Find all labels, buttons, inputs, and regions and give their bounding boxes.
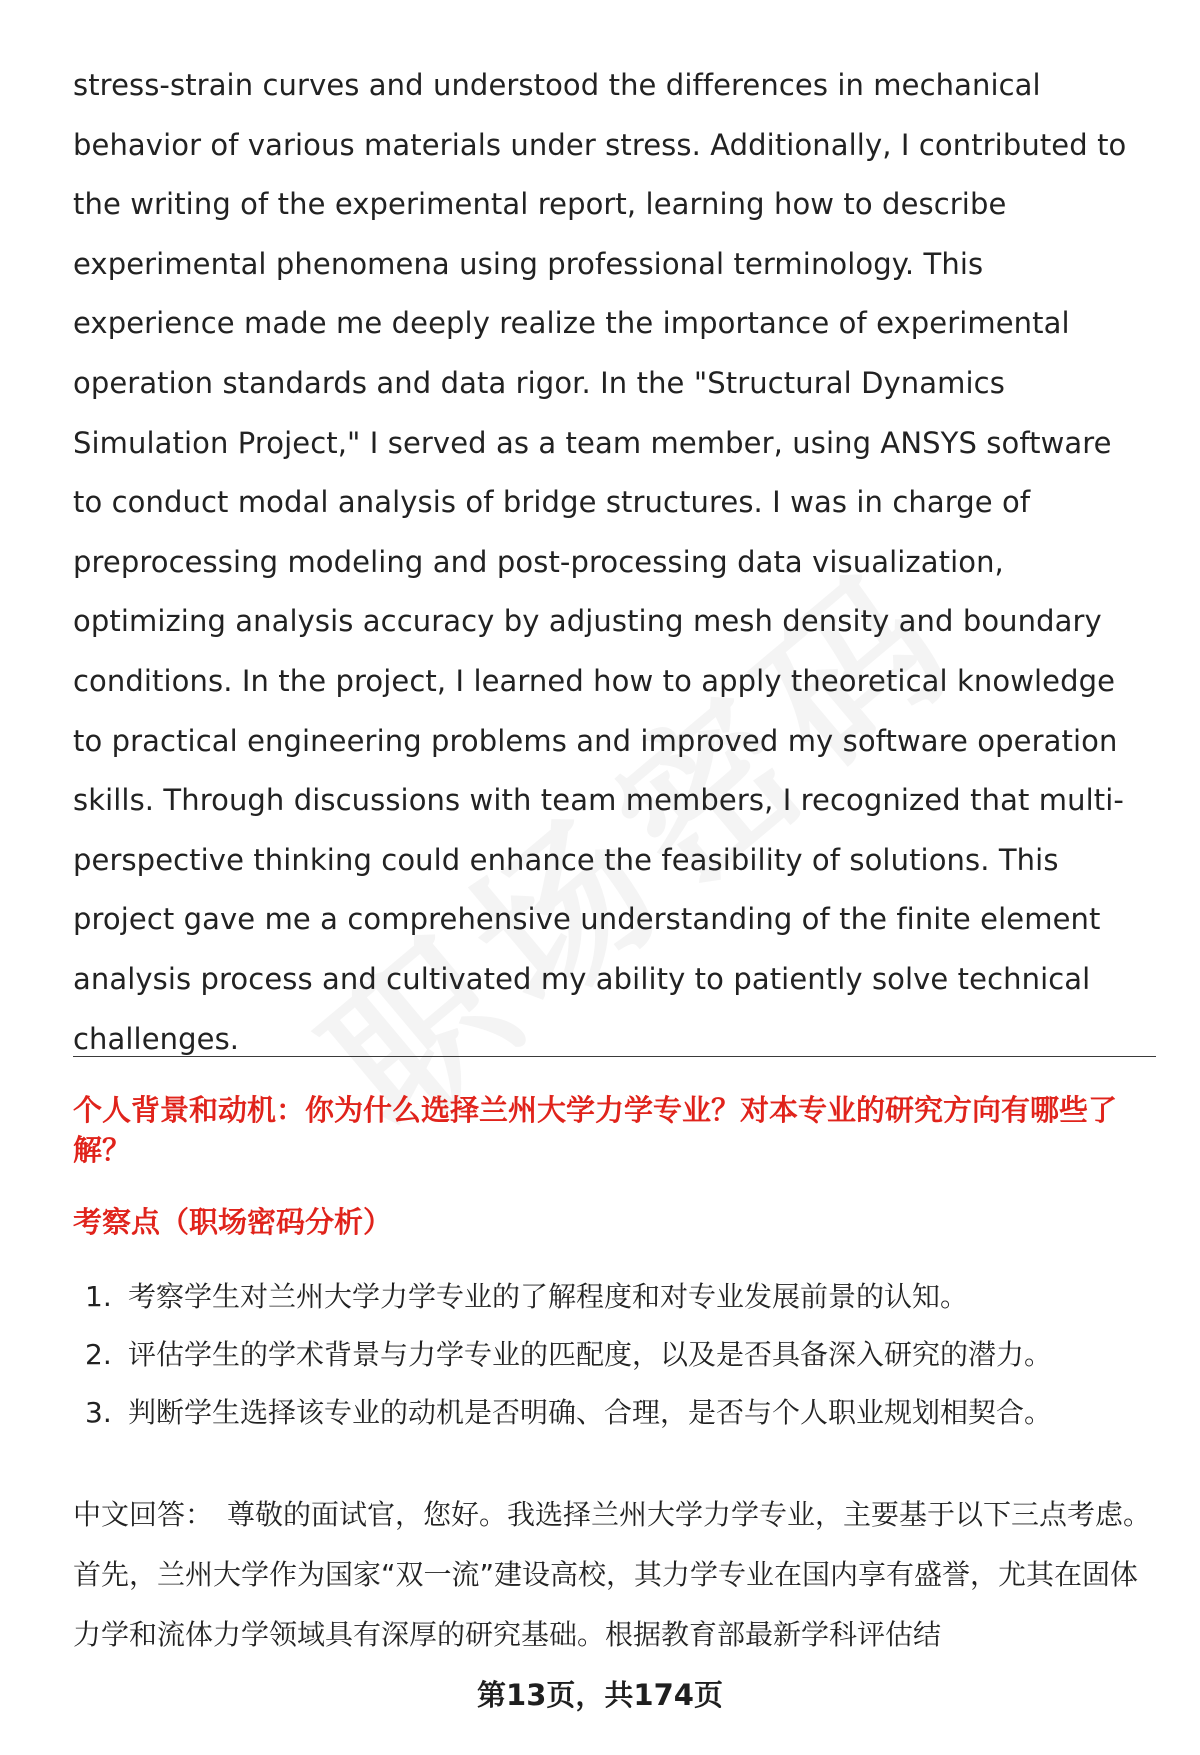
assessment-heading: 考察点（职场密码分析） bbox=[73, 1205, 393, 1239]
answer-label: 中文回答： bbox=[73, 1498, 214, 1531]
list-item-number: 2. bbox=[85, 1338, 112, 1371]
assessment-points-list bbox=[73, 1277, 1156, 1451]
list-item-text: 判断学生选择该专业的动机是否明确、合理，是否与个人职业规划相契合。 bbox=[128, 1396, 1053, 1429]
list-item bbox=[73, 1277, 1156, 1335]
list-item-text: 考察学生对兰州大学力学专业的了解程度和对专业发展前景的认知。 bbox=[128, 1280, 969, 1313]
list-item bbox=[73, 1393, 1156, 1451]
page-number-footer: 第13页，共174页 bbox=[477, 1678, 723, 1712]
body-paragraph: stress-strain curves and understood the differences in mechanical behavior of various materials under stress. Additionally, I contributed to the writing of the experimental report, learning how to describe experimental phenomena using professional terminology. This experience made me deeply realize the importance of experimental operation standards and data rigor. In the "Structural Dynamics Simulation Project," I served as a team member, using ANSYS software to conduct modal analysis of bridge structures. I was in charge of preprocessing modeling and post-processing data visualization, optimizing analysis accuracy by adjusting mesh density and boundary conditions. In the project, I learned how to apply theoretical knowledge to practical engineering problems and improved my software operation skills. Through discussions with team members, I recognized that multi-perspective thinking could enhance the feasibility of solutions. This project gave me a comprehensive understanding of the finite element analysis process and cultivated my ability to patiently solve technical challenges. bbox=[73, 68, 1127, 1056]
list-item-text: 评估学生的学术背景与力学专业的匹配度，以及是否具备深入研究的潜力。 bbox=[128, 1338, 1053, 1371]
list-item-number: 1. bbox=[85, 1280, 112, 1313]
section-divider bbox=[73, 1056, 1156, 1057]
answer-text: 尊敬的面试官，您好。我选择兰州大学力学专业，主要基于以下三点考虑。首先，兰州大学作为国家“双一流”建设高校，其力学专业在国内享有盛誉，尤其在固体力学和流体力学领域具有深厚的研究基础。根据教育部最新学科评估结 bbox=[73, 1498, 1152, 1651]
question-heading: 个人背景和动机：你为什么选择兰州大学力学专业？对本专业的研究方向有哪些了解？ bbox=[73, 1093, 1118, 1167]
list-item bbox=[73, 1335, 1156, 1393]
list-item-number: 3. bbox=[85, 1396, 112, 1429]
answer-paragraph bbox=[73, 1485, 1163, 1665]
